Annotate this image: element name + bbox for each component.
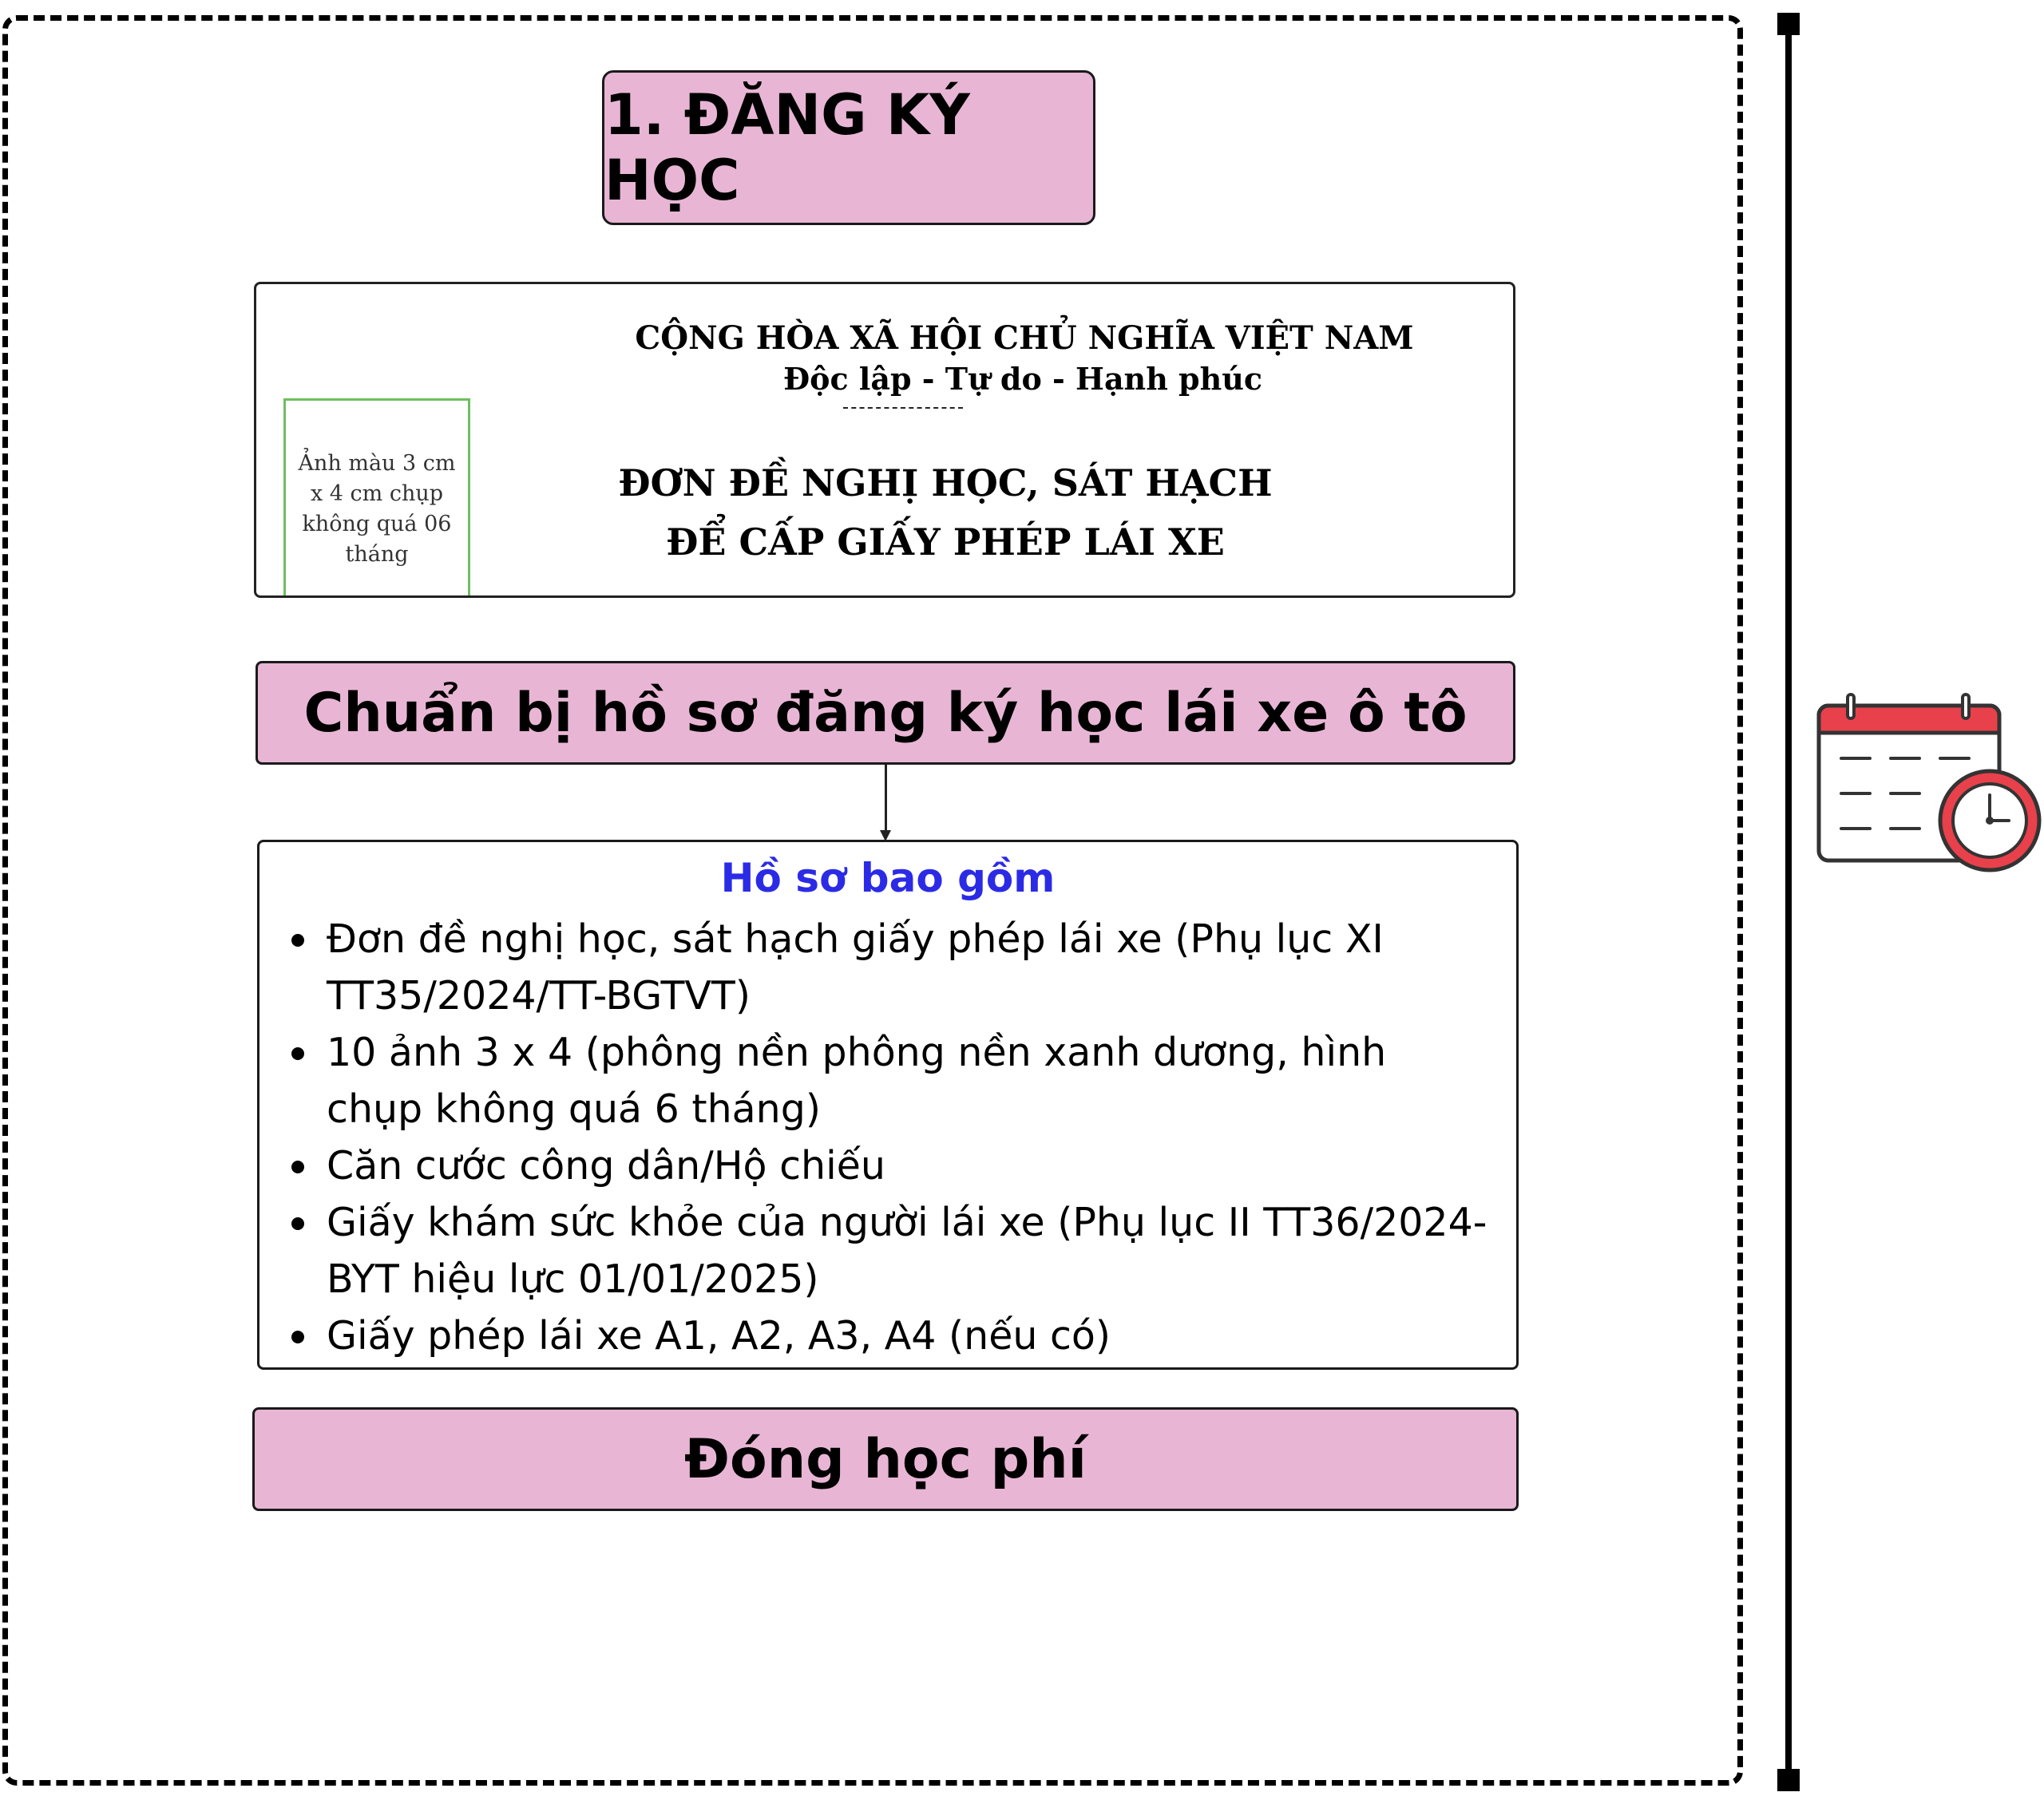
flow-arrow: [885, 765, 887, 835]
calendar-clock-icon: [1814, 690, 2044, 876]
form-nation-header: CỘNG HÒA XÃ HỘI CHỦ NGHĨA VIỆT NAM: [635, 319, 1414, 357]
list-item: 10 ảnh 3 x 4 (phông nền phông nền xanh dương, hình chụp không quá 6 tháng): [291, 1024, 1489, 1137]
tuition-fee-box: Đóng học phí: [252, 1407, 1519, 1511]
form-title-line1: ĐƠN ĐỀ NGHỊ HỌC, SÁT HẠCH: [618, 461, 1273, 504]
prep-documents-box: Chuẩn bị hồ sơ đăng ký học lái xe ô tô: [256, 661, 1515, 765]
timeline-cap-bottom: [1777, 1769, 1800, 1791]
bullet-icon: [291, 934, 304, 947]
timeline-line: [1785, 16, 1792, 1786]
documents-box: [257, 840, 1519, 1370]
bullet-icon: [291, 1331, 304, 1343]
list-item: Giấy phép lái xe A1, A2, A3, A4 (nếu có): [291, 1308, 1489, 1364]
documents-heading: Hồ sơ bao gồm: [720, 855, 1056, 901]
bullet-icon: [291, 1047, 304, 1060]
form-separator: [843, 407, 963, 409]
form-motto: Độc lập - Tự do - Hạnh phúc: [782, 361, 1263, 397]
bullet-icon: [291, 1217, 304, 1230]
list-item: Đơn đề nghị học, sát hạch giấy phép lái xe (Phụ lục XI TT35/2024/TT-BGTVT): [291, 911, 1489, 1024]
bullet-icon: [291, 1161, 304, 1173]
photo-placeholder: Ảnh màu 3 cm x 4 cm chụp không quá 06 tháng: [283, 398, 470, 598]
step-title: 1. ĐĂNG KÝ HỌC: [602, 70, 1095, 225]
documents-list: [291, 911, 1489, 1364]
registration-form-preview: [254, 282, 1515, 598]
timeline-cap-top: [1777, 13, 1800, 35]
list-item: Giấy khám sức khỏe của người lái xe (Phụ lục II TT36/2024-BYT hiệu lực 01/01/2025): [291, 1194, 1489, 1308]
form-title-line2: ĐỂ CẤP GIẤY PHÉP LÁI XE: [666, 520, 1225, 564]
list-item: Căn cước công dân/Hộ chiếu: [291, 1137, 1489, 1194]
